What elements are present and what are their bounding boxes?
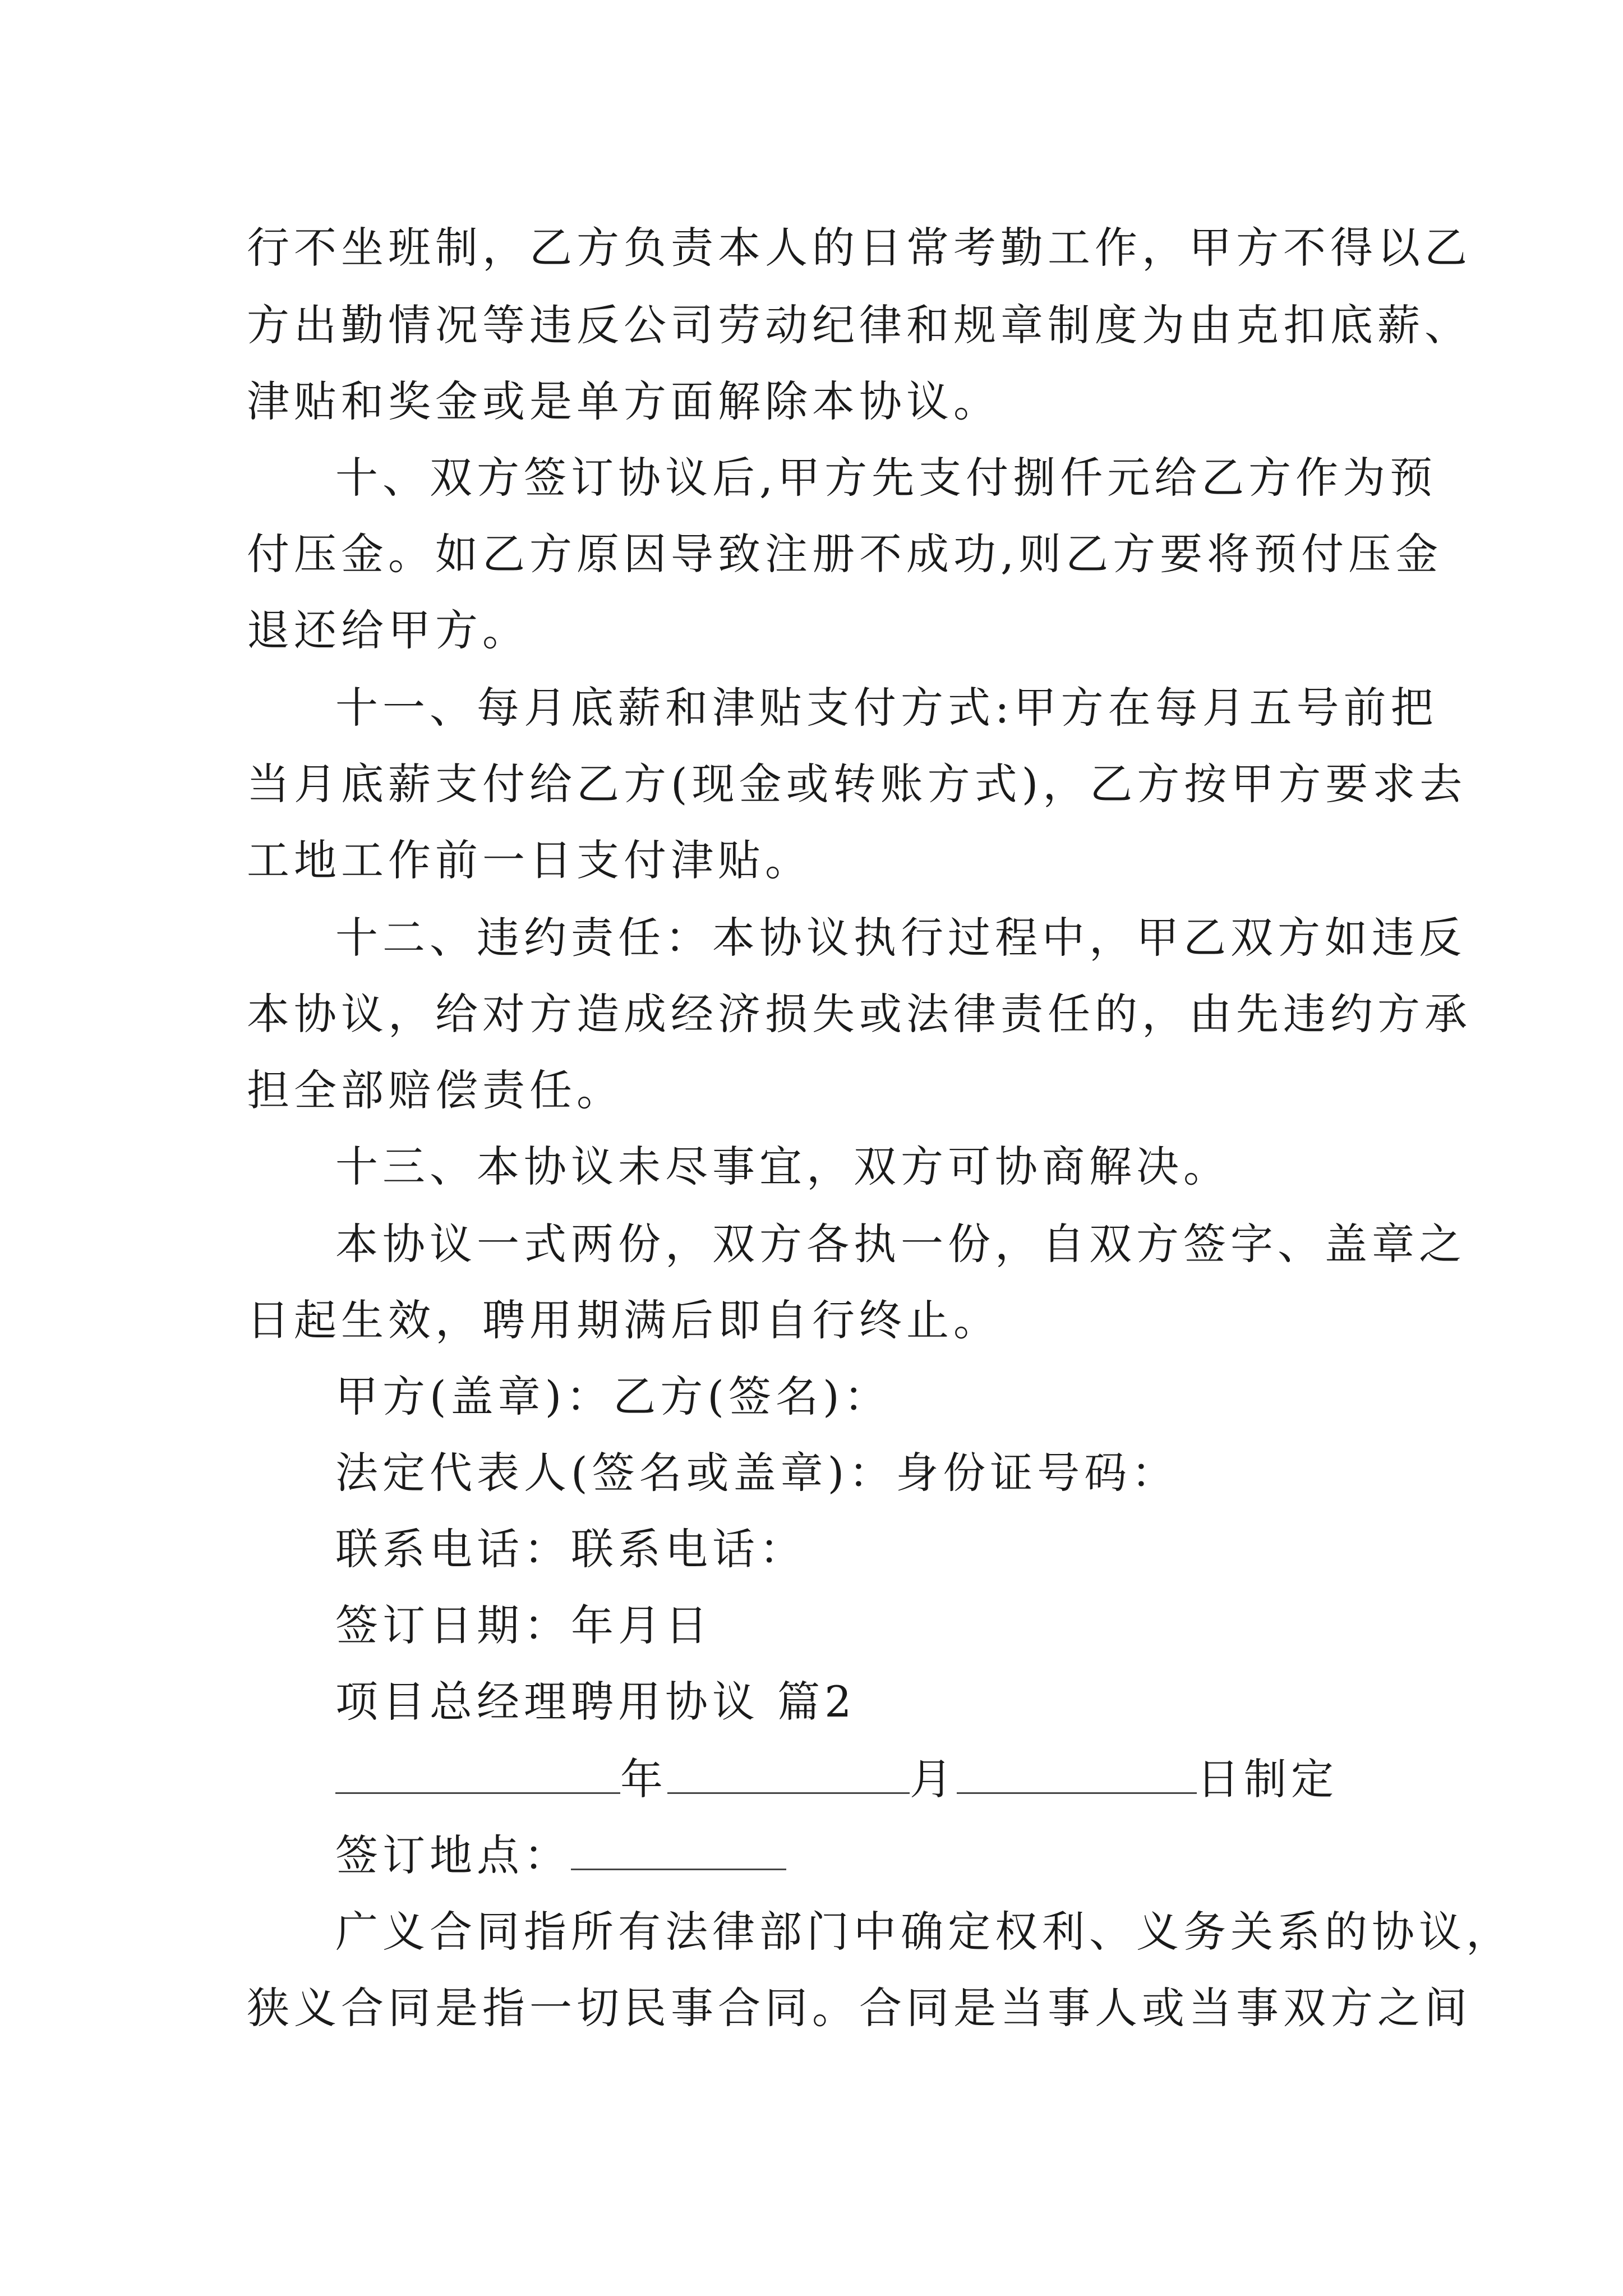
clause-10-line: 十、双方签订协议后,甲方先支付捌仟元给乙方作为预 [335,453,1437,503]
sign-date-line: 签订日期：年月日 [335,1600,712,1650]
paragraph-line: 日起生效，聘用期满后即自行终止。 [247,1295,1000,1345]
paragraph-line: 狭义合同是指一切民事合同。合同是当事人或当事双方之间 [247,1983,1472,2033]
month-blank [667,1753,910,1794]
sign-place-blank [571,1829,786,1870]
paragraph-line: 行不坐班制，乙方负责本人的日常考勤工作，甲方不得以乙 [247,223,1472,273]
sign-place-line [335,1828,1485,1884]
paragraph-line: 当月底薪支付给乙方(现金或转账方式)，乙方按甲方要求去 [247,759,1467,809]
section-title: 项目总经理聘用协议 篇2 [335,1677,856,1727]
representative-line: 法定代表人(签名或盖章)：身份证号码： [335,1448,1179,1498]
day-blank [957,1753,1197,1794]
clause-11-line: 十一、每月底薪和津贴支付方式:甲方在每月五号前把 [335,683,1438,733]
effect-line: 本协议一式两份，双方各执一份，自双方签字、盖章之 [335,1219,1466,1269]
paragraph-line: 本协议，给对方造成经济损失或法律责任的，由先违约方承 [247,989,1472,1039]
month-label: 月 [910,1754,957,1804]
paragraph-line: 付压金。如乙方原因导致注册不成功,则乙方要将预付压金 [247,529,1443,579]
clause-12-line: 十二、违约责任：本协议执行过程中，甲乙双方如违反 [335,913,1466,963]
paragraph-line: 方出勤情况等违反公司劳动纪律和规章制度为由克扣底薪、 [247,300,1472,350]
paragraph-line: 担全部赔偿责任。 [247,1065,624,1115]
paragraph-line: 工地工作前一日支付津贴。 [247,835,812,885]
party-signature-line: 甲方(盖章)：乙方(签名)： [335,1372,891,1421]
clause-13-line: 十三、本协议未尽事宜，双方可协商解决。 [335,1142,1230,1191]
year-blank [335,1753,620,1794]
day-label: 日制定 [1197,1754,1338,1804]
date-made-line [335,1751,1485,1807]
paragraph-line: 退还给甲方。 [247,605,529,655]
paragraph-line: 津贴和奖金或是单方面解除本协议。 [247,376,1000,426]
year-label: 年 [620,1754,667,1804]
phone-line: 联系电话：联系电话： [335,1524,806,1574]
sign-place-label: 签订地点： [335,1830,571,1880]
paragraph-line: 广义合同指所有法律部门中确定权利、义务关系的协议， [335,1907,1513,1957]
